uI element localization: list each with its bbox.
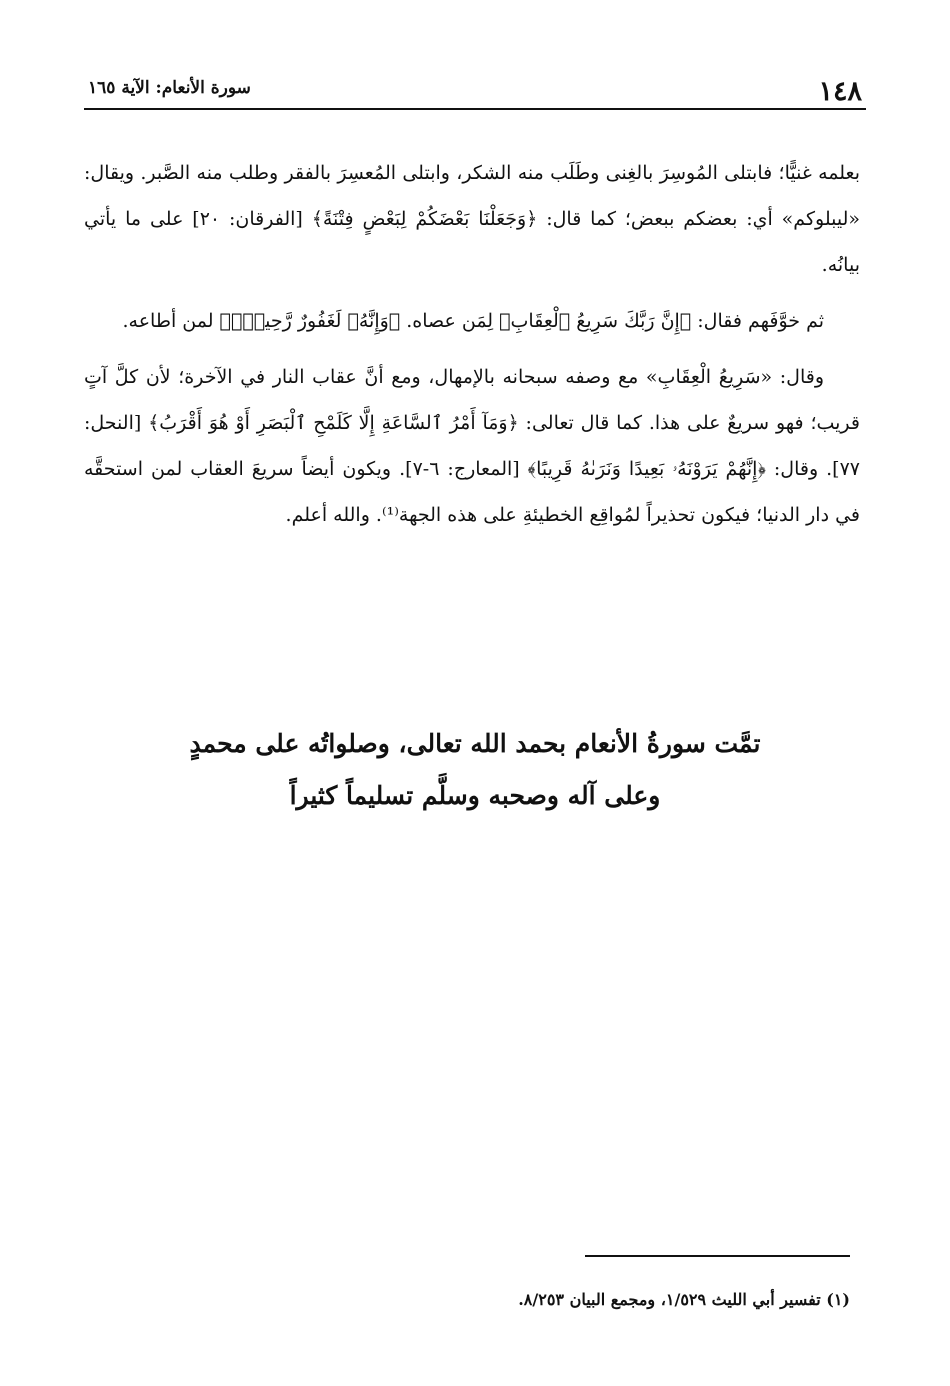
footnote: (١) تفسير أبي الليث ١/٥٢٩، ومجمع البيان ٨/٢٥٣. <box>518 1290 850 1309</box>
closing-line-2: وعلى آله وصحبه وسلَّم تسليماً كثيراً <box>289 781 661 810</box>
page-number: ١٤٨ <box>818 76 862 107</box>
paragraph-2: ثم خوَّفَهم فقال: ﴿إِنَّ رَبَّكَ سَرِيعُ ٱلْعِقَابِ﴾ لِمَن عصاه. ﴿وَإِنَّهُۥ لَغَفُورٌ رَّحِيمٌۢ﴾ لمن أطاعه. <box>122 310 824 332</box>
main-text <box>84 150 860 548</box>
footnote-divider <box>585 1255 850 1257</box>
closing-line-1: تمَّت سورةُ الأنعام بحمد الله تعالى، وصلواتُه على محمدٍ <box>189 729 761 758</box>
page-header <box>84 70 866 107</box>
paragraph-1: بعلمه غنيًّا؛ فابتلى المُوسِرَ بالغِنى وطَلَب منه الشكر، وابتلى المُعسِرَ بالفقر وطلب منه الصَّبر. ويقال: «ليبلوكم» أي: بعضكم ببعض؛ كما قال: ﴿وَجَعَلْنَا بَعْضَكُمْ لِبَعْضٍ فِتْنَةً﴾ [الفرقان: ٢٠] على ما يأتي بيانُه. <box>84 162 860 276</box>
running-title: سورة الأنعام: الآية ١٦٥ <box>88 78 251 98</box>
header-divider <box>84 108 866 110</box>
surah-closing <box>84 718 866 822</box>
paragraph-3: وقال: «سَرِيعُ الْعِقَابِ» مع وصفه سبحانه بالإمهال، ومع أنَّ عقاب النار في الآخرة؛ لأن كلَّ آتٍ قريب؛ فهو سريعٌ على هذا. كما قال تعالى: ﴿وَمَآ أَمْرُ ٱلسَّاعَةِ إِلَّا كَلَمْحِ ٱلْبَصَرِ أَوْ هُوَ أَقْرَبُ﴾ [النحل: ٧٧]. وقال: ﴿إِنَّهُمْ يَرَوْنَهُۥ بَعِيدًا وَنَرَىٰهُ قَرِيبًا﴾ [المعارج: ٦-٧]. ويكون أيضاً سريعَ العقاب لمن استحقَّه في دار الدنيا؛ فيكون تحذيراً لمُواقِع الخطيئةِ على هذه الجهة⁽¹⁾. والله أعلم. <box>84 366 860 526</box>
